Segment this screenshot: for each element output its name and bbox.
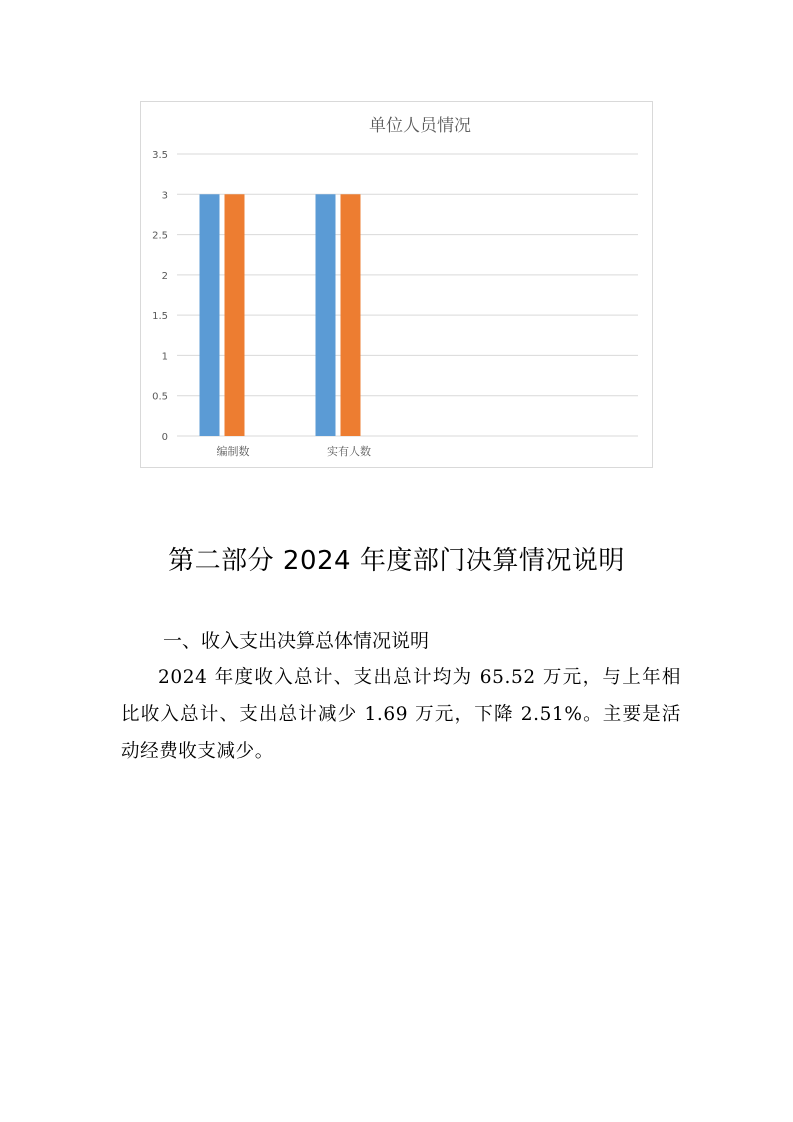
y-tick-label: 2 [161, 270, 168, 282]
x-tick-label: 编制数 [216, 445, 250, 458]
y-tick-label: 0.5 [152, 391, 168, 403]
bar-2-2 [341, 194, 361, 436]
bar-chart [141, 102, 654, 469]
y-tick-label: 1 [161, 351, 168, 363]
sub-heading: 一、收入支出决算总体情况说明 [163, 630, 430, 652]
y-tick-label: 1.5 [152, 311, 168, 323]
bar-2-1 [225, 194, 245, 436]
y-tick-label: 2.5 [152, 230, 168, 242]
section-title: 第二部分 2024 年度部门决算情况说明 [168, 546, 625, 576]
body-paragraph: 2024 年度收入总计、支出总计均为 65.52 万元，与上年相比收入总计、支出总计减少 1.69 万元，下降 2.51%。主要是活动经费收支减少。 [121, 667, 681, 762]
y-tick-label: 3.5 [152, 150, 168, 161]
chart-title: 单位人员情况 [369, 116, 471, 136]
y-tick-label: 0 [161, 432, 168, 443]
bar-1-2 [316, 194, 336, 436]
x-tick-label: 实有人数 [327, 445, 371, 458]
bar-1-1 [200, 194, 220, 436]
y-tick-label: 3 [161, 190, 168, 202]
chart-container [140, 101, 653, 468]
